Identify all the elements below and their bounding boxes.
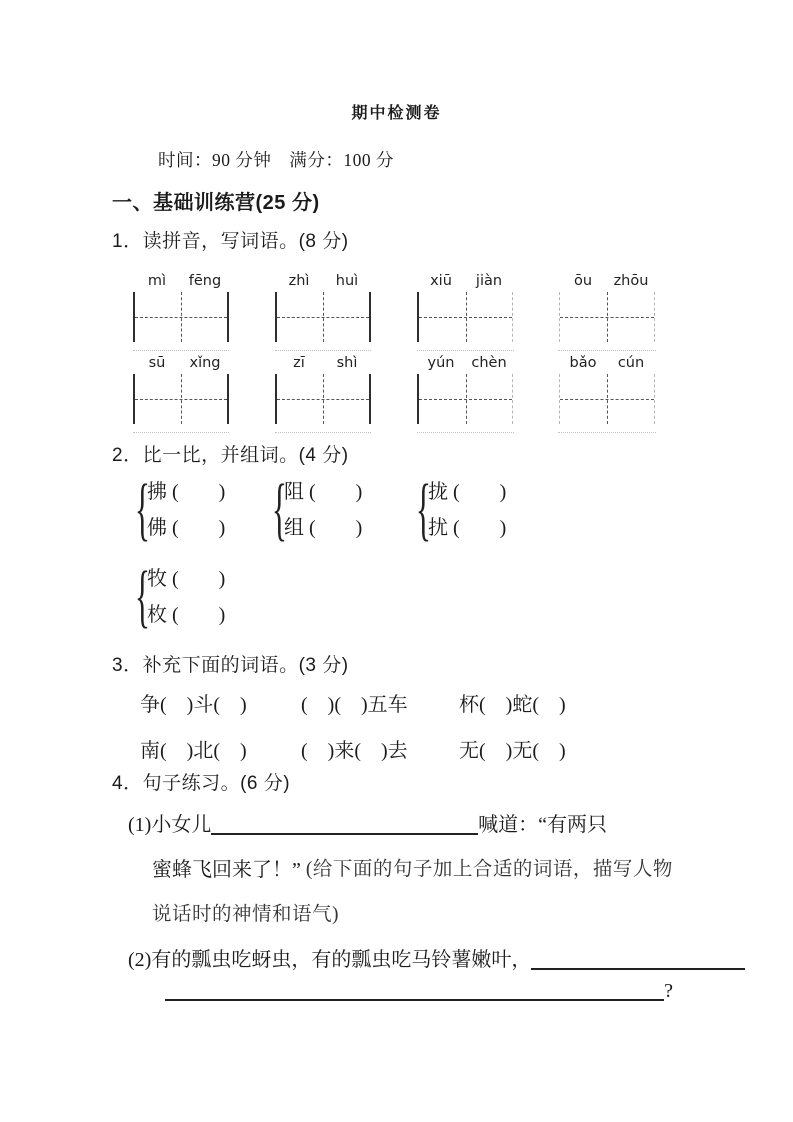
q4-item-1-line-1 bbox=[128, 812, 607, 838]
pair-word-blank: 扰 ( ) bbox=[428, 517, 507, 539]
instruction-note: 说话时的神情和语气) bbox=[152, 904, 339, 925]
pinyin-syllable: xǐng bbox=[189, 355, 221, 371]
pinyin-syllable: zhōu bbox=[613, 273, 649, 289]
writing-grid[interactable] bbox=[133, 292, 229, 342]
pinyin-row-2 bbox=[133, 354, 655, 424]
idiom-blank: ( )( )五车 bbox=[301, 694, 408, 716]
pair-lines bbox=[147, 561, 225, 633]
pinyin-syllable: zī bbox=[293, 355, 305, 371]
brace-icon: { bbox=[134, 471, 150, 548]
section-1-heading: 一、基础训练营(25 分) bbox=[112, 192, 320, 214]
writing-grid[interactable] bbox=[559, 292, 655, 342]
pinyin-syllable: cún bbox=[617, 355, 645, 371]
q4-heading: 4．句子练习。(6 分) bbox=[112, 773, 291, 794]
writing-grid[interactable] bbox=[275, 374, 371, 424]
pinyin-labels bbox=[275, 354, 371, 373]
pinyin-group bbox=[275, 272, 371, 342]
q1-heading: 1．读拼音，写词语。(8 分) bbox=[112, 231, 349, 252]
sentence-prefix: (1)小女儿 bbox=[128, 814, 212, 836]
pinyin-group bbox=[417, 354, 513, 424]
pinyin-group bbox=[559, 272, 655, 342]
pinyin-syllable: huì bbox=[335, 273, 359, 289]
pair-word-blank: 枚 ( ) bbox=[147, 604, 226, 626]
pair-lines bbox=[428, 474, 506, 546]
grid-divider bbox=[323, 292, 324, 342]
pinyin-labels bbox=[559, 272, 655, 291]
idiom-blank: 南( )北( ) bbox=[140, 740, 247, 762]
pinyin-syllable: shì bbox=[336, 355, 358, 371]
word-pair bbox=[131, 471, 226, 548]
pinyin-group bbox=[559, 354, 655, 424]
pinyin-syllable: zhì bbox=[288, 273, 310, 289]
word-pair bbox=[412, 471, 507, 548]
pinyin-syllable: chèn bbox=[471, 355, 507, 371]
brace-icon: { bbox=[415, 471, 431, 548]
pair-lines bbox=[284, 474, 362, 546]
idiom-blank: ( )来( )去 bbox=[301, 740, 408, 762]
page-title: 期中检测卷 bbox=[351, 105, 442, 122]
answer-blank[interactable] bbox=[211, 833, 478, 835]
pinyin-labels bbox=[133, 354, 229, 373]
pinyin-labels bbox=[275, 272, 371, 291]
pair-word-blank: 佛 ( ) bbox=[147, 517, 226, 539]
idiom-blank: 杯( )蛇( ) bbox=[459, 694, 566, 716]
pinyin-labels bbox=[417, 354, 513, 373]
answer-blank[interactable] bbox=[531, 968, 745, 970]
answer-blank[interactable] bbox=[165, 999, 664, 1001]
q4-item-2-line-2 bbox=[165, 980, 673, 1004]
writing-grid[interactable] bbox=[417, 292, 513, 342]
pinyin-syllable: jiàn bbox=[475, 273, 503, 289]
word-pair bbox=[268, 471, 363, 548]
pinyin-labels bbox=[559, 354, 655, 373]
q4-item-1-line-3 bbox=[152, 902, 339, 928]
idiom-blank: 争( )斗( ) bbox=[140, 694, 247, 716]
writing-grid[interactable] bbox=[275, 292, 371, 342]
sentence-text: 蜜蜂飞回来了！” bbox=[152, 859, 306, 881]
pinyin-syllable: ōu bbox=[573, 273, 593, 289]
pinyin-group bbox=[133, 272, 229, 342]
exam-meta: 时间：90 分钟 满分：100 分 bbox=[158, 150, 394, 170]
pinyin-syllable: sū bbox=[148, 355, 166, 371]
grid-divider bbox=[607, 292, 608, 342]
writing-grid[interactable] bbox=[133, 374, 229, 424]
q3-heading: 3．补充下面的词语。(3 分) bbox=[112, 655, 349, 676]
pair-word-blank: 阻 ( ) bbox=[284, 481, 363, 503]
sentence-suffix: 喊道：“有两只 bbox=[478, 814, 607, 836]
pair-word-blank: 牧 ( ) bbox=[147, 568, 226, 590]
idiom-blank: 无( )无( ) bbox=[459, 740, 566, 762]
writing-grid[interactable] bbox=[417, 374, 513, 424]
grid-divider bbox=[466, 292, 467, 342]
grid-divider bbox=[607, 374, 608, 424]
pinyin-group bbox=[275, 354, 371, 424]
instruction-note: (给下面的句子加上合适的词语，描写人物 bbox=[305, 859, 673, 880]
pair-word-blank: 组 ( ) bbox=[284, 517, 363, 539]
brace-icon: { bbox=[271, 471, 287, 548]
writing-grid[interactable] bbox=[559, 374, 655, 424]
pinyin-syllable: fēng bbox=[188, 273, 222, 289]
q4-item-1-line-2 bbox=[152, 857, 673, 883]
sentence-prefix: (2)有的瓢虫吃蚜虫，有的瓢虫吃马铃薯嫩叶， bbox=[128, 949, 532, 971]
pinyin-group bbox=[133, 354, 229, 424]
brace-icon: { bbox=[134, 558, 150, 635]
grid-divider bbox=[181, 374, 182, 424]
q2-heading: 2．比一比，并组词。(4 分) bbox=[112, 445, 349, 466]
pair-lines bbox=[147, 474, 225, 546]
pinyin-syllable: xiū bbox=[430, 273, 452, 289]
pinyin-syllable: mì bbox=[147, 273, 167, 289]
pair-word-blank: 拂 ( ) bbox=[147, 481, 226, 503]
pinyin-syllable: bǎo bbox=[569, 355, 597, 371]
word-pair bbox=[131, 558, 226, 635]
grid-divider bbox=[323, 374, 324, 424]
pair-word-blank: 拢 ( ) bbox=[428, 481, 507, 503]
q4-item-2-line-1 bbox=[128, 947, 745, 973]
grid-divider bbox=[181, 292, 182, 342]
pinyin-row-1 bbox=[133, 272, 655, 342]
pinyin-labels bbox=[417, 272, 513, 291]
pinyin-syllable: yún bbox=[427, 355, 455, 371]
question-mark: ? bbox=[664, 980, 673, 1002]
grid-divider bbox=[466, 374, 467, 424]
pinyin-labels bbox=[133, 272, 229, 291]
pinyin-group bbox=[417, 272, 513, 342]
